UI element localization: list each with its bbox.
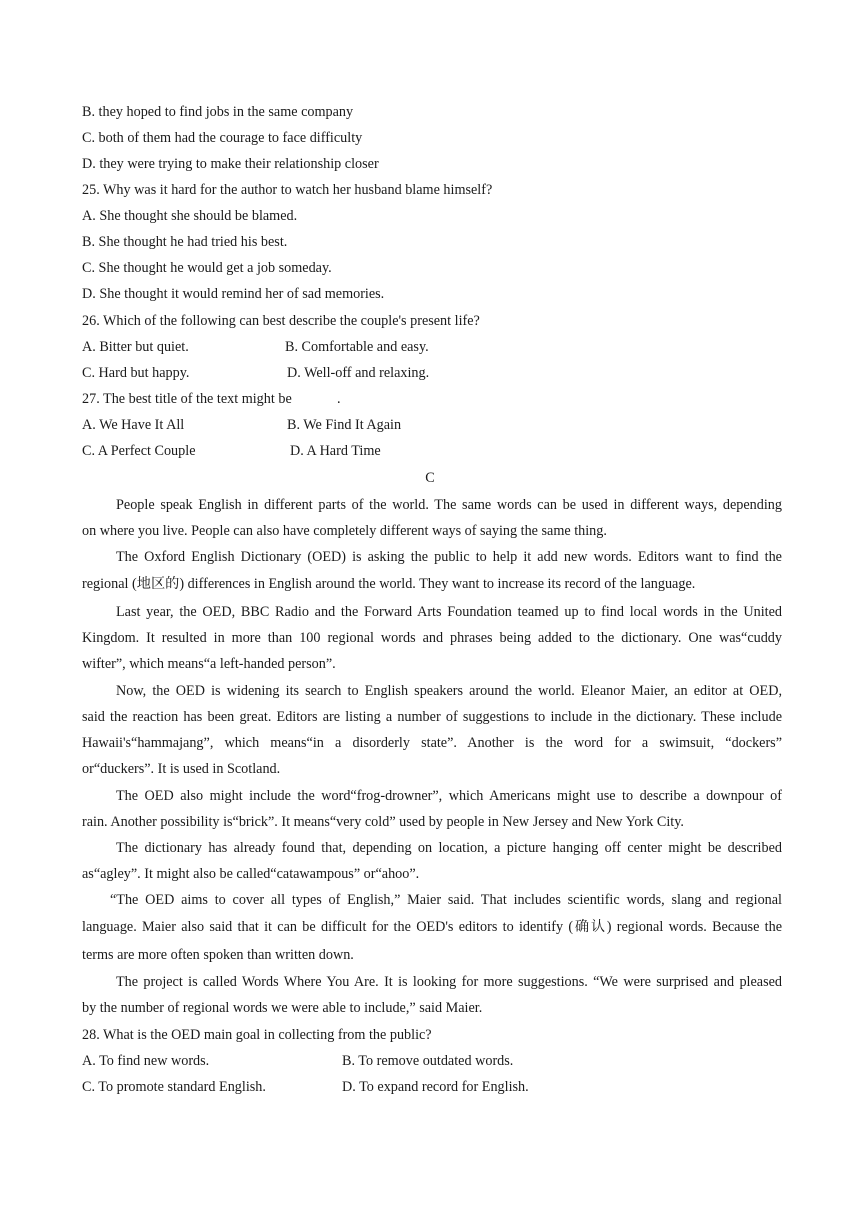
q27-stem: 27. The best title of the text might be — [82, 391, 292, 407]
q24-option-d: D. they were trying to make their relationship closer — [82, 156, 379, 172]
paragraph-line: on where you live. People can also have completely different ways of saying the same thing. — [82, 523, 607, 539]
paragraph-line: said the reaction has been great. Editors are listing a number of suggestions to include in the dictionary. These include — [82, 709, 782, 725]
paragraph-line: regional (地区的) differences in English around the world. They want to increase its record of the language. — [82, 576, 696, 592]
q28-stem: 28. What is the OED main goal in collecting from the public? — [82, 1027, 432, 1043]
q27-option-c: C. A Perfect Couple — [82, 443, 196, 459]
paragraph-line: or“duckers”. It is used in Scotland. — [82, 761, 281, 777]
q27-blank-end: . — [337, 391, 341, 407]
q28-option-b: B. To remove outdated words. — [342, 1053, 514, 1069]
q25-option-c: C. She thought he would get a job someday. — [82, 260, 332, 276]
paragraph-line: The project is called Words Where You Are. It is looking for more suggestions. “We were surprised and pleased — [116, 974, 782, 990]
q25-option-d: D. She thought it would remind her of sad memories. — [82, 286, 385, 302]
paragraph-line: Last year, the OED, BBC Radio and the Forward Arts Foundation teamed up to find local words in the United — [116, 604, 782, 620]
paragraph-line: wifter”, which means“a left-handed person”. — [82, 656, 336, 672]
q27-option-b: B. We Find It Again — [287, 417, 402, 433]
q25-option-a: A. She thought she should be blamed. — [82, 208, 298, 224]
section-heading: C — [425, 470, 435, 486]
paragraph-line: People speak English in different parts of the world. The same words can be used in different ways, depending — [116, 497, 782, 513]
q28-option-d: D. To expand record for English. — [342, 1079, 529, 1095]
paragraph-line: The OED also might include the word“frog-drowner”, which Americans might use to describe a downpour of — [116, 788, 782, 804]
paragraph-line: as“agley”. It might also be called“catawampous” or“ahoo”. — [82, 866, 420, 882]
paragraph-line: Now, the OED is widening its search to English speakers around the world. Eleanor Maier, an editor at OED, — [116, 683, 782, 699]
q26-option-d: D. Well-off and relaxing. — [287, 365, 430, 381]
q26-stem: 26. Which of the following can best describe the couple's present life? — [82, 313, 480, 329]
q28-option-a: A. To find new words. — [82, 1053, 210, 1069]
q26-option-c: C. Hard but happy. — [82, 365, 190, 381]
q24-option-c: C. both of them had the courage to face difficulty — [82, 130, 363, 146]
q28-option-c: C. To promote standard English. — [82, 1079, 266, 1095]
paragraph-line: The dictionary has already found that, depending on location, a picture hanging off center might be described — [116, 840, 782, 856]
paragraph-line: Hawaii's“hammajang”, which means“in a disorderly state”. Another is the word for a swimsuit, “dockers” — [82, 735, 782, 751]
q27-option-d: D. A Hard Time — [290, 443, 381, 459]
q25-option-b: B. She thought he had tried his best. — [82, 234, 288, 250]
q27-option-a: A. We Have It All — [82, 417, 185, 433]
paragraph-line: language. Maier also said that it can be difficult for the OED's editors to identify (确认) regional words. Because the — [82, 919, 782, 935]
q24-option-b: B. they hoped to find jobs in the same company — [82, 104, 354, 120]
paragraph-line: “The OED aims to cover all types of English,” Maier said. That includes scientific words, slang and regional — [110, 892, 782, 908]
paragraph-line: Kingdom. It resulted in more than 100 regional words and phrases being added to the dictionary. One was“cuddy — [82, 630, 782, 646]
q26-option-a: A. Bitter but quiet. — [82, 339, 189, 355]
paragraph-line: rain. Another possibility is“brick”. It means“very cold” used by people in New Jersey and New York City. — [82, 814, 684, 830]
q25-stem: 25. Why was it hard for the author to watch her husband blame himself? — [82, 182, 493, 198]
q26-option-b: B. Comfortable and easy. — [285, 339, 429, 355]
paragraph-line: terms are more often spoken than written down. — [82, 947, 354, 963]
paragraph-line: The Oxford English Dictionary (OED) is asking the public to help it add new words. Editors want to find the — [116, 549, 782, 565]
paragraph-line: by the number of regional words we were able to include,” said Maier. — [82, 1000, 483, 1016]
